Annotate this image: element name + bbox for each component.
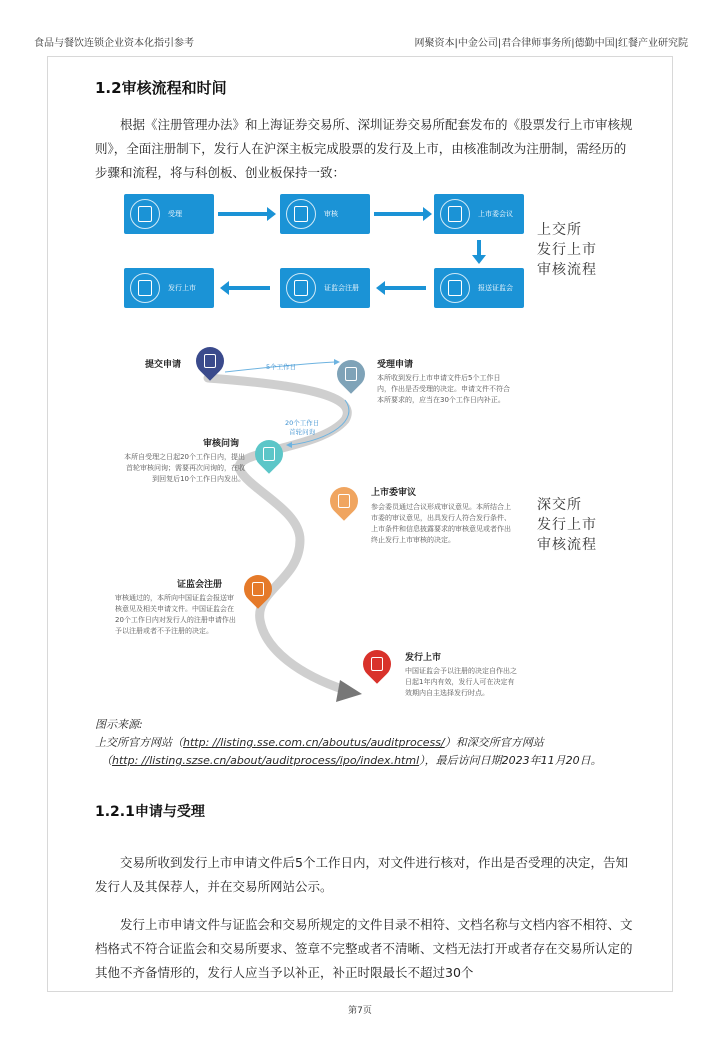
- sse-step-5: 证监会注册: [280, 268, 370, 308]
- szse-step-title-6: 发行上市: [405, 653, 442, 663]
- sse-step-4: 报送证监会: [434, 268, 524, 308]
- page-number: 第7页: [348, 1006, 372, 1016]
- sse-step-6: 发行上市: [124, 268, 214, 308]
- szse-step-desc-2: 本所收到发行上市申请文件后5个工作日内，作出是否受理的决定。申请文件不符合本所要求的，应当在30个工作日内补正。: [377, 374, 510, 404]
- paragraph-supplement: 发行上市申请文件与证监会和交易所规定的文件目录不相符、文档名称与文档内容不相符、文档格式不符合证监会和交易所要求、签章不完整或者不清晰、文档无法打开或者存在交易所认定的其他不齐备情形的，发行人应当予以补正，补正时限最长不超过30个: [95, 917, 633, 980]
- road-arrow-icon: [336, 680, 362, 702]
- szse-step-title-2: 受理申请: [377, 360, 414, 370]
- sse-source-link[interactable]: http: //listing.sse.com.cn/aboutus/auditprocess/: [183, 736, 445, 749]
- szse-source-link[interactable]: http: //listing.szse.cn/about/auditprocess/ipo/index.html: [112, 754, 420, 767]
- szse-step-title-3: 审核问询: [203, 439, 240, 449]
- note-20-days: 20个工作日 首轮问询: [285, 419, 320, 436]
- section-title: 1.2审核流程和时间: [95, 79, 227, 97]
- header-left: 食品与餐饮连锁企业资本化指引参考: [34, 38, 194, 49]
- szse-step-title-1: 提交申请: [145, 360, 182, 370]
- szse-step-title-4: 上市委审议: [371, 488, 417, 498]
- paragraph-acceptance: 交易所收到发行上市申请文件后5个工作日内，对文件进行核对，作出是否受理的决定，告知发行人及其保荐人，并在交易所网站公示。: [95, 855, 628, 894]
- note-5-days: 5个工作日: [266, 363, 297, 371]
- intro-paragraph: 根据《注册管理办法》和上海证券交易所、深圳证券交易所配套发布的《股票发行上市审核规则》，全面注册制下，发行人在沪深主板完成股票的发行及上市，由核准制改为注册制，需经历的步骤和流程，将与科创板、创业板保持一致：: [95, 117, 633, 180]
- sse-step-2: 审核: [280, 194, 370, 234]
- sse-step-3: 上市委会议: [434, 194, 524, 234]
- szse-step-desc-3: 本所自受理之日起20个工作日内，提出首轮审核问询；需要再次问询的，在收到回复后10个工作日内发出。: [124, 453, 245, 483]
- szse-step-title-5: 证监会注册: [177, 580, 223, 590]
- sse-flow-label: 上交所 发行上市 审核流程: [537, 222, 597, 278]
- szse-step-desc-5: 审核通过的，本所向中国证监会报送审核意见及相关申请文件。中国证监会在20个工作日内对发行人的注册申请作出予以注册或者不予注册的决定。: [115, 594, 236, 635]
- sse-step-1: 受理: [124, 194, 214, 234]
- header-right: 网聚资本|中金公司|君合律师事务所|德勤中国|红餐产业研究院: [414, 38, 688, 49]
- subsection-title: 1.2.1申请与受理: [95, 804, 205, 820]
- figure-source: 图示来源: 上交所官方网站（http: //listing.sse.com.cn/aboutus/auditprocess/）和深交所官方网站 （http: //listing.szse.cn/about/auditprocess/ipo/index.html），最后访问日期2023年11月20日。: [95, 718, 602, 767]
- szse-flow-label: 深交所 发行上市 审核流程: [537, 497, 597, 553]
- szse-step-desc-4: 参会委员通过合议形成审议意见。本所结合上市委的审议意见，出具发行人符合发行条件、上市条件和信息披露要求的审核意见或者作出终止发行上市审核的决定。: [371, 503, 511, 544]
- szse-step-desc-6: 中国证监会予以注册的决定自作出之日起1年内有效，发行人可在决定有效期内自主选择发行时点。: [405, 667, 517, 697]
